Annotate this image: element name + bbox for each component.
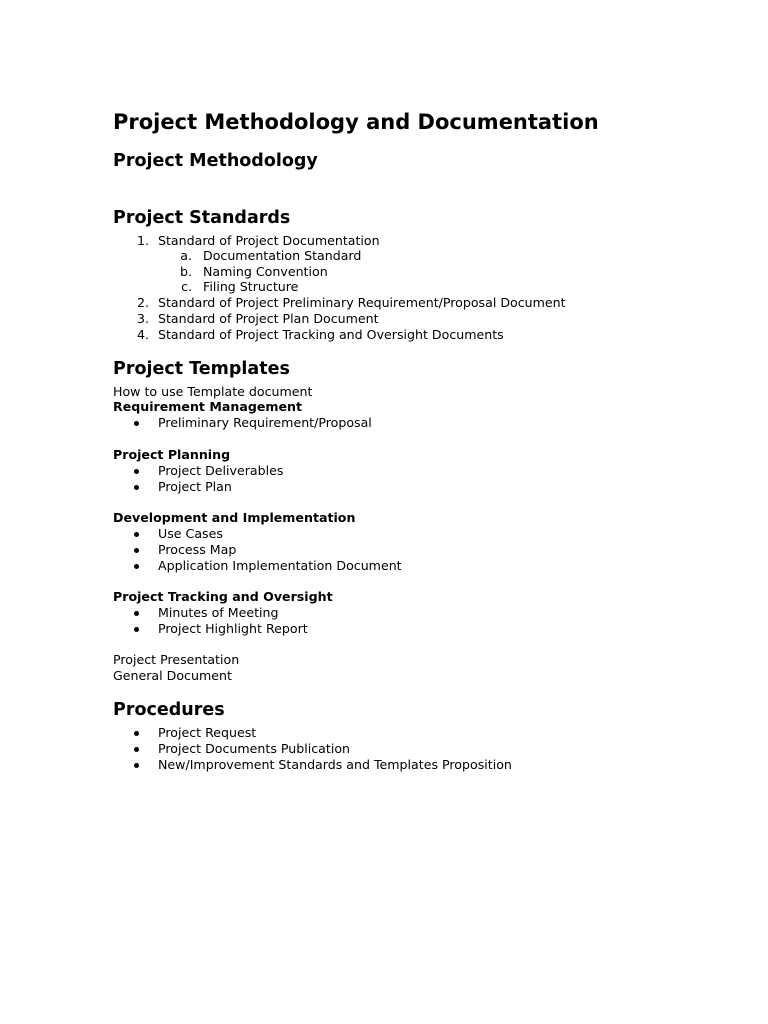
page-title: Project Methodology and Documentation <box>113 110 599 134</box>
list-marker: 1. <box>136 233 149 248</box>
bullet-icon <box>134 611 139 616</box>
list-item: Use Cases <box>158 526 223 541</box>
list-item: Standard of Project Plan Document <box>158 311 379 326</box>
tracking-heading: Project Tracking and Oversight <box>113 589 333 604</box>
list-item: Standard of Project Tracking and Oversight Documents <box>158 327 504 342</box>
bullet-icon <box>134 627 139 632</box>
list-item: New/Improvement Standards and Templates Proposition <box>158 757 512 772</box>
list-item: Project Highlight Report <box>158 621 308 636</box>
list-item: Preliminary Requirement/Proposal <box>158 415 372 430</box>
bullet-icon <box>134 564 139 569</box>
bullet-icon <box>134 747 139 752</box>
list-marker: 2. <box>136 295 149 310</box>
list-item: Minutes of Meeting <box>158 605 279 620</box>
list-marker: b. <box>180 264 192 279</box>
bullet-icon <box>134 548 139 553</box>
template-intro: How to use Template document <box>113 384 313 399</box>
bullet-icon <box>134 763 139 768</box>
bullet-icon <box>134 469 139 474</box>
requirement-heading: Requirement Management <box>113 399 303 414</box>
presentation-text: Project Presentation <box>113 652 240 667</box>
list-item: Standard of Project Documentation <box>158 233 380 248</box>
list-item: Project Request <box>158 725 257 740</box>
list-item: Naming Convention <box>203 264 328 279</box>
list-item: Application Implementation Document <box>158 558 402 573</box>
list-marker: c. <box>181 279 192 294</box>
list-item: Project Deliverables <box>158 463 284 478</box>
list-item: Filing Structure <box>203 279 299 294</box>
list-marker: 3. <box>136 311 149 326</box>
list-marker: a. <box>180 248 192 263</box>
development-heading: Development and Implementation <box>113 510 356 525</box>
bullet-icon <box>134 421 139 426</box>
list-item: Project Documents Publication <box>158 741 351 756</box>
planning-heading: Project Planning <box>113 447 231 462</box>
list-item: Process Map <box>158 542 237 557</box>
list-item: Project Plan <box>158 479 232 494</box>
templates-heading: Project Templates <box>113 359 290 379</box>
list-marker: 4. <box>136 327 149 342</box>
methodology-heading: Project Methodology <box>113 151 318 171</box>
bullet-icon <box>134 532 139 537</box>
bullet-icon <box>134 731 139 736</box>
general-document-text: General Document <box>113 668 232 683</box>
bullet-icon <box>134 485 139 490</box>
standards-heading: Project Standards <box>113 208 291 228</box>
procedures-heading: Procedures <box>113 700 225 720</box>
list-item: Documentation Standard <box>203 248 362 263</box>
list-item: Standard of Project Preliminary Requirement/Proposal Document <box>158 295 566 310</box>
